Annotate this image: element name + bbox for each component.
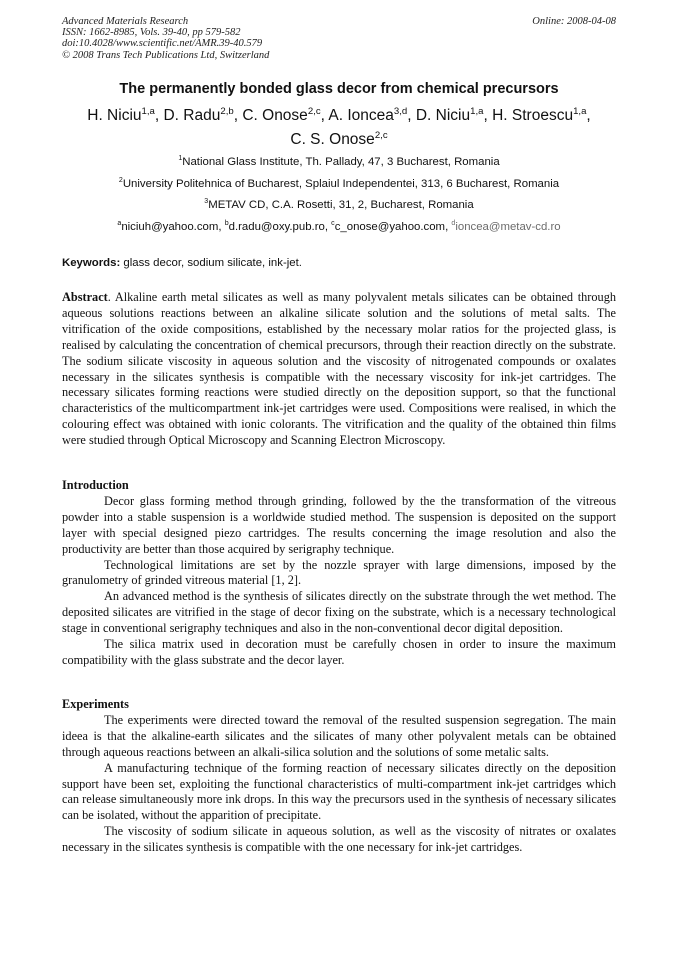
journal-name: Advanced Materials Research <box>62 16 189 27</box>
copyright-line: © 2008 Trans Tech Publications Ltd, Switzerland <box>62 49 270 61</box>
abstract-label: Abstract <box>62 290 108 304</box>
keywords-text: glass decor, sodium silicate, ink-jet. <box>120 257 302 269</box>
email-link[interactable]: $^a$niciuh@yahoo.com <box>117 220 219 233</box>
author: C. S. Onose$^{2,c}$ <box>290 129 388 148</box>
affiliation-1: $^1$National Glass Institute, Th. Pallady, 47, 3 Bucharest, Romania <box>178 155 500 168</box>
paragraph: The viscosity of sodium silicate in aqueous solution, as well as the viscosity of nitrates or oxalates necessary in the silicates synthesis is compatible with the one necessary for ink-jet cartridges. <box>62 824 616 855</box>
section-heading: Introduction <box>62 478 129 492</box>
paragraph: A manufacturing technique of the forming reaction of necessary silicates directly on the deposition support have been set, exploiting the functional characteristics of multi-compartment ink-jet cartridges which can release simultaneously more ink drops. In this way the precursors used in the synthesis of necessary silicates can be isolated, without the apparition of precipitate. <box>62 760 616 823</box>
email-line: $^a$niciuh@yahoo.com, $^b$d.radu@oxy.pub.ro, $^c$c_onose@yahoo.com, $^d$ioncea@metav-cd.ro <box>117 220 561 233</box>
author: D. Radu$^{2,b}$ <box>163 105 234 124</box>
issn-line: ISSN: 1662-8985, Vols. 39-40, pp 579-582 <box>62 27 241 39</box>
paragraph: Decor glass forming method through grinding, followed by the the transformation of the vitreous powder into a stable suspension is a worldwide studied method. The suspension is deposited on the support layer with special designed piezo cartridges. The results concerning the image resolution and also the productivity are better than those acquired by serigraphy technique. <box>62 493 616 556</box>
paragraph: The experiments were directed toward the removal of the resulted suspension segregation. The main ideea is that the alkaline-earth silicates and the silicates of many other polyvalent metals can be obtained through aqueous reactions between an alkali-silica solution and the solutions of some metalic salts. <box>62 712 616 759</box>
experiments-section <box>62 697 616 856</box>
author: A. Ioncea$^{3,d}$ <box>328 105 408 124</box>
email-link[interactable]: $^b$d.radu@oxy.pub.ro <box>224 220 325 233</box>
email-link[interactable]: $^c$c_onose@yahoo.com <box>331 220 446 233</box>
author: H. Stroescu$^{1,a}$ <box>492 105 587 124</box>
abstract-section <box>62 290 616 449</box>
abstract-text: . Alkaline earth metal silicates as well as many polyvalent metals silicates can be obtained through aqueous solutions reactions between an alkaline silicate solution and the solutions of metal salts. The vitrification of the oxide compositions, established by the necessary molar ratios for the projected glass, is realised by calculating the concentration of chemical precursors, through their reaction directly on the substrate. The sodium silicate viscosity in aqueous solution and the viscosity of nitrogenated compounds or oxalates necessary in the silicates synthesis is compatible with the necessary viscosity for ink-jet cartridges. The necessary silicates forming reactions were studied directly on the deposition support, so that the functional characteristics of the multicompartment ink-jet cartridges were used. Compositions were realised, in which the colouring effect was obtained with ionic colorants. The vitrification and the quality of the obtained thin films were studied through Optical Microscopy and Scanning Electron Microscopy. <box>62 290 616 448</box>
affiliation-2: $^2$University Politehnica of Bucharest, Splaiul Independentei, 313, 6 Bucharest, Romania <box>118 177 560 190</box>
email-link[interactable]: $^d$ioncea@metav-cd.ro <box>451 220 561 233</box>
author: D. Niciu$^{1,a}$ <box>415 105 484 124</box>
journal-header <box>62 16 616 61</box>
author: C. Onose$^{2,c}$ <box>242 105 321 124</box>
affiliation-3: $^3$METAV CD, C.A. Rosetti, 31, 2, Bucharest, Romania <box>204 198 474 211</box>
section-heading: Experiments <box>62 697 129 711</box>
author: H. Niciu$^{1,a}$ <box>87 105 155 124</box>
keywords <box>62 257 302 269</box>
online-date: Online: 2008-04-08 <box>532 16 616 27</box>
paper-title: The permanently bonded glass decor from chemical precursors <box>119 81 559 97</box>
paragraph: Technological limitations are set by the nozzle sprayer with large dimensions, imposed by the granulometry of grinded vitreous material [1, 2]. <box>62 557 616 588</box>
doi-line: doi:10.4028/www.scientific.net/AMR.39-40.579 <box>62 38 263 50</box>
author-list: H. Niciu$^{1,a}$, D. Radu$^{2,b}$, C. Onose$^{2,c}$, A. Ioncea$^{3,d}$, D. Niciu$^{1,a}$, H. Stroescu$^{1,a}$, C. S. Onose$^{2,c}$ <box>87 105 591 148</box>
introduction-section <box>62 478 616 669</box>
paragraph: An advanced method is the synthesis of silicates directly on the substrate through the wet method. The deposited silicates are vitrified in the stage of decor fixing on the substrate, which is a necessary technological stage in conventional serigraphy techniques and also in the non-conventional decor digital deposition. <box>62 589 616 636</box>
keywords-label: Keywords: <box>62 257 121 269</box>
paragraph: The silica matrix used in decoration must be carefully chosen in order to insure the maximum compatibility with the glass substrate and the decor layer. <box>62 637 616 667</box>
